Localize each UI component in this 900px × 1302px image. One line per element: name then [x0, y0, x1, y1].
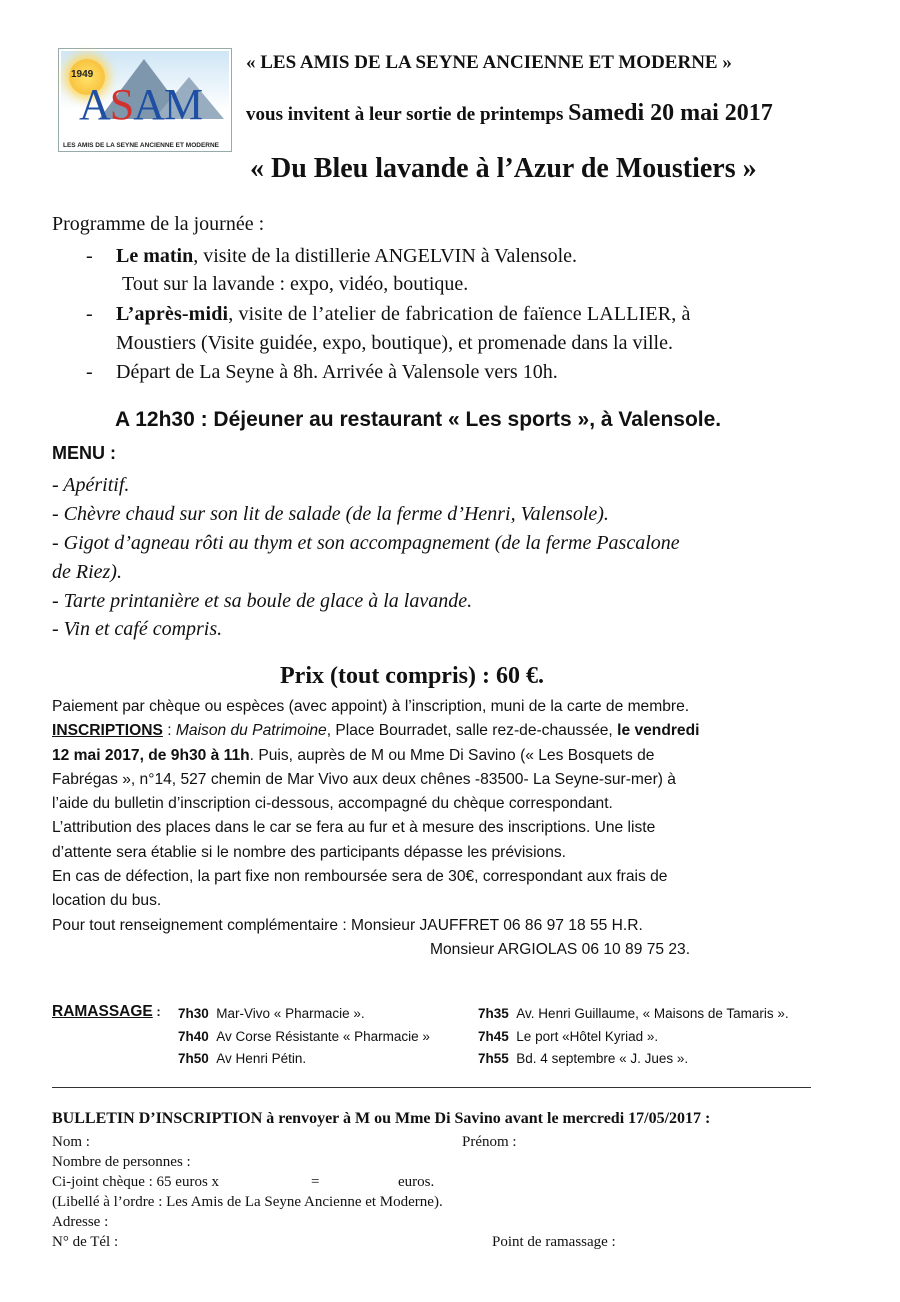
- inscription-contact: . Puis, auprès de M ou Mme Di Savino (« Les Bosquets de: [249, 746, 655, 764]
- logo-caption: LES AMIS DE LA SEYNE ANCIENNE ET MODERNE: [63, 142, 220, 149]
- logo-letter: AM: [133, 80, 203, 129]
- logo-year: 1949: [71, 69, 94, 80]
- program-item-afternoon: [116, 303, 691, 326]
- menu-item: - Tarte printanière et sa boule de glace à la lavande.: [52, 590, 473, 612]
- program-item-afternoon-detail: Moustiers (Visite guidée, expo, boutique), et promenade dans la ville.: [116, 332, 673, 354]
- form-equals: =: [311, 1174, 320, 1190]
- seating-note: L’attribution des places dans le car se fera au fur et à mesure des inscriptions. Une liste: [52, 819, 656, 837]
- price-heading: Prix (tout compris) : 60 €.: [280, 663, 544, 689]
- venue-name: Maison du Patrimoine: [175, 722, 327, 740]
- form-note: l’aide du bulletin d’inscription ci-dessous, accompagné du chèque correspondant.: [52, 795, 613, 813]
- venue-address: , Place Bourradet, salle rez-de-chaussée,: [326, 722, 618, 740]
- lunch-heading: A 12h30 : Déjeuner au restaurant « Les sports », à Valensole.: [115, 408, 722, 431]
- program-intro: Programme de la journée :: [52, 213, 265, 235]
- contact-line-2: Monsieur ARGIOLAS 06 10 89 75 23.: [430, 940, 691, 958]
- menu-title: MENU :: [52, 443, 116, 463]
- pickup-place: Av Henri Pétin.: [216, 1051, 307, 1066]
- pickup-place: Bd. 4 septembre « J. Jues ».: [516, 1051, 689, 1066]
- pickup-stop: [178, 1029, 430, 1044]
- pickup-stop: [478, 1029, 658, 1044]
- pickup-time: 7h55: [478, 1051, 509, 1066]
- bullet-dash: -: [86, 361, 93, 383]
- form-field-pickup-point[interactable]: Point de ramassage :: [492, 1234, 616, 1250]
- program-item-departure: Départ de La Seyne à 8h. Arrivée à Valensole vers 10h.: [116, 361, 558, 383]
- inscription-date: 12 mai 2017, de 9h30 à 11h: [52, 746, 250, 764]
- pickup-heading: [52, 1003, 161, 1021]
- invite-line: [246, 100, 773, 127]
- program-item-morning-detail: Tout sur la lavande : expo, vidéo, boutique.: [122, 273, 469, 295]
- program-item-text: , visite de la distillerie ANGELVIN à Valensole.: [193, 245, 578, 267]
- bullet-dash: -: [86, 245, 93, 267]
- asam-logo: [58, 48, 232, 152]
- logo-wordmark: [79, 79, 202, 130]
- menu-item: - Chèvre chaud sur son lit de salade (de la ferme d’Henri, Valensole).: [52, 503, 609, 525]
- menu-item: - Gigot d’agneau rôti au thym et son accompagnement (de la ferme Pascalone: [52, 532, 680, 554]
- form-field-nombre[interactable]: Nombre de personnes :: [52, 1154, 191, 1170]
- pickup-stop: [478, 1006, 789, 1021]
- inscription-day: le vendredi: [617, 722, 700, 740]
- invite-text: vous invitent à leur sortie de printemps: [246, 104, 564, 125]
- pickup-stop: [178, 1006, 365, 1021]
- menu-item: - Apéritif.: [52, 474, 130, 496]
- info-block: [52, 695, 857, 962]
- pickup-place: Mar-Vivo « Pharmacie ».: [216, 1006, 365, 1021]
- form-field-tel[interactable]: N° de Tél :: [52, 1234, 119, 1250]
- inscriptions-label: INSCRIPTIONS: [52, 722, 163, 740]
- pickup-place: Av. Henri Guillaume, « Maisons de Tamaris ».: [516, 1006, 789, 1021]
- event-title: « Du Bleu lavande à l’Azur de Moustiers »: [250, 153, 757, 184]
- pickup-stop: [478, 1051, 688, 1066]
- pickup-stop: [178, 1051, 306, 1066]
- cancellation-note: En cas de défection, la part fixe non remboursée sera de 30€, correspondant aux frais de: [52, 868, 668, 886]
- form-field-adresse[interactable]: Adresse :: [52, 1214, 109, 1230]
- pickup-time: 7h50: [178, 1051, 209, 1066]
- pickup-time: 7h30: [178, 1006, 209, 1021]
- pickup-time: 7h45: [478, 1029, 509, 1044]
- program-item-morning: [116, 245, 577, 268]
- bullet-dash: -: [86, 303, 93, 325]
- inscriptions-line: [52, 719, 857, 743]
- form-field-nom[interactable]: Nom :: [52, 1134, 90, 1150]
- program-item-label: L’après-midi: [116, 303, 229, 325]
- form-libelle: (Libellé à l’ordre : Les Amis de La Seyne Ancienne et Moderne).: [52, 1194, 443, 1210]
- logo-letter: A: [79, 80, 110, 129]
- cancellation-note-2: location du bus.: [52, 892, 162, 910]
- program-item-text: , visite de l’atelier de fabrication de faïence LALLIER, à: [228, 303, 691, 325]
- form-field-prenom[interactable]: Prénom :: [462, 1134, 517, 1150]
- contact-line-1: Pour tout renseignement complémentaire : Monsieur JAUFFRET 06 86 97 18 55 H.R.: [52, 916, 643, 934]
- pickup-time: 7h40: [178, 1029, 209, 1044]
- pickup-label: RAMASSAGE: [52, 1003, 153, 1020]
- pickup-colon: :: [152, 1004, 161, 1019]
- pickup-time: 7h35: [478, 1006, 509, 1021]
- waitlist-note: d’attente sera établie si le nombre des participants dépasse les prévisions.: [52, 843, 567, 861]
- form-euros: euros.: [398, 1174, 435, 1190]
- pickup-place: Le port «Hôtel Kyriad ».: [516, 1029, 659, 1044]
- contact-address: Fabrégas », n°14, 527 chemin de Mar Vivo aux deux chênes -83500- La Seyne-sur-mer) à: [52, 770, 676, 788]
- menu-item: - Vin et café compris.: [52, 618, 223, 640]
- pickup-place: Av Corse Résistante « Pharmacie »: [216, 1029, 430, 1044]
- payment-line: Paiement par chèque ou espèces (avec appoint) à l’inscription, muni de la carte de membre.: [52, 698, 690, 715]
- menu-item: de Riez).: [52, 561, 122, 583]
- org-name: « LES AMIS DE LA SEYNE ANCIENNE ET MODERNE »: [246, 52, 732, 73]
- inscriptions-line-2: [52, 744, 857, 768]
- event-date: Samedi 20 mai 2017: [568, 100, 773, 126]
- divider: [52, 1087, 811, 1088]
- form-field-cheque[interactable]: Ci-joint chèque : 65 euros x: [52, 1174, 220, 1190]
- logo-letter: S: [109, 80, 134, 129]
- inscriptions-sep: :: [162, 722, 176, 740]
- program-item-label: Le matin: [116, 245, 194, 267]
- form-title: BULLETIN D’INSCRIPTION à renvoyer à M ou Mme Di Savino avant le mercredi 17/05/2017 :: [52, 1110, 711, 1127]
